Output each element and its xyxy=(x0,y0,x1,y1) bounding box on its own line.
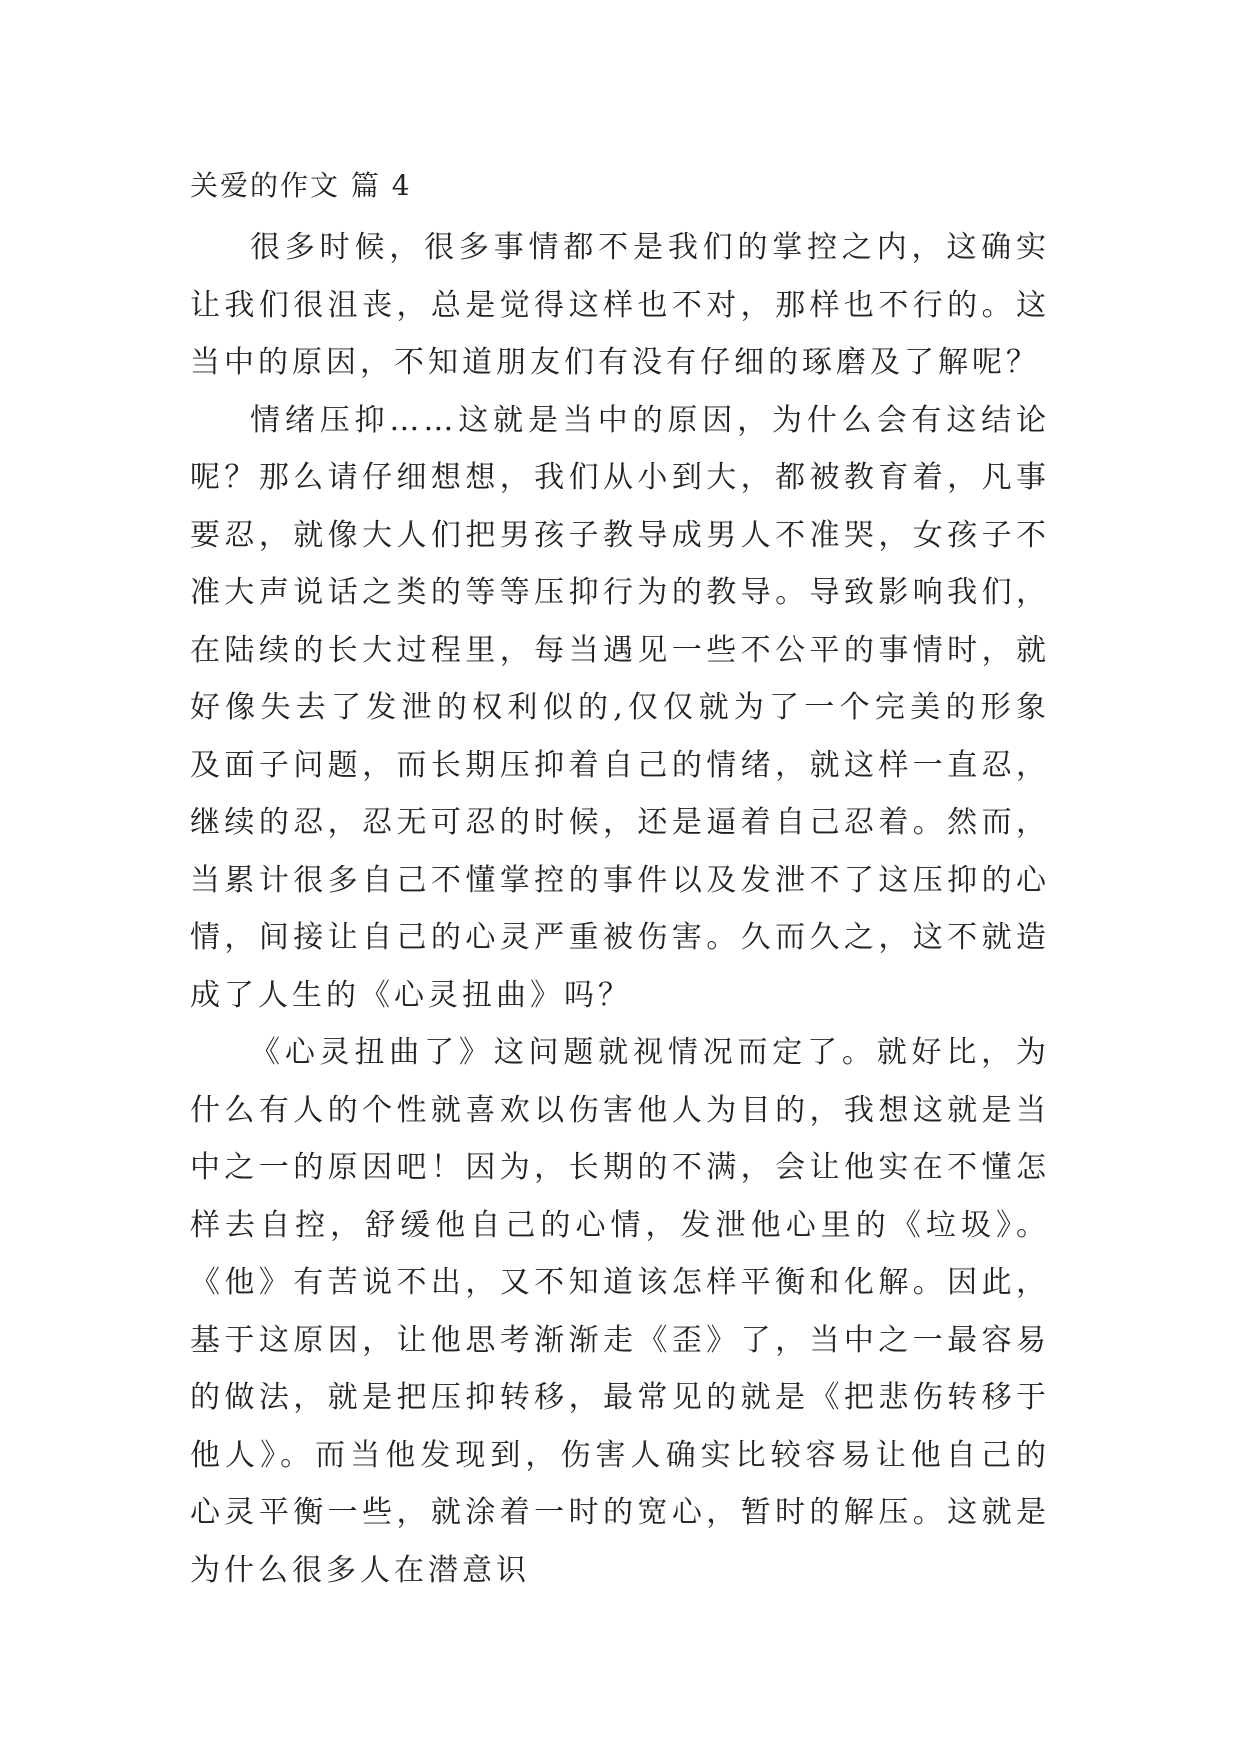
document-body xyxy=(190,165,1050,1599)
paragraph-2: 情绪压抑……这就是当中的原因，为什么会有这结论呢？那么请仔细想想，我们从小到大，都被教育着，凡事要忍，就像大人们把男孩子教导成男人不准哭，女孩子不准大声说话之类的等等压抑行为的教导。导致影响我们，在陆续的长大过程里，每当遇见一些不公平的事情时，就好像失去了发泄的权利似的,仅仅就为了一个完美的形象及面子问题，而长期压抑着自己的情绪，就这样一直忍，继续的忍，忍无可忍的时候，还是逼着自己忍着。然而，当累计很多自己不懂掌控的事件以及发泄不了这压抑的心情，间接让自己的心灵严重被伤害。久而久之，这不就造成了人生的《心灵扭曲》吗？ xyxy=(190,402,1050,1013)
document-title: 关爱的作文 篇 4 xyxy=(190,169,412,202)
paragraph-3: 《心灵扭曲了》这问题就视情况而定了。就好比，为什么有人的个性就喜欢以伤害他人为目的，我想这就是当中之一的原因吧！因为，长期的不满，会让他实在不懂怎样去自控，舒缓他自己的心情，发泄他心里的《垃圾》。《他》有苦说不出，又不知道该怎样平衡和化解。因此，基于这原因，让他思考渐渐走《歪》了，当中之一最容易的做法，就是把压抑转移，最常见的就是《把悲伤转移于他人》。而当他发现到，伤害人确实比较容易让他自己的心灵平衡一些，就涂着一时的宽心，暂时的解压。这就是为什么很多人在潜意识 xyxy=(190,1035,1050,1588)
paragraph-1: 很多时候，很多事情都不是我们的掌控之内，这确实让我们很沮丧，总是觉得这样也不对，那样也不行的。这当中的原因，不知道朋友们有没有仔细的琢磨及了解呢？ xyxy=(190,230,1050,380)
